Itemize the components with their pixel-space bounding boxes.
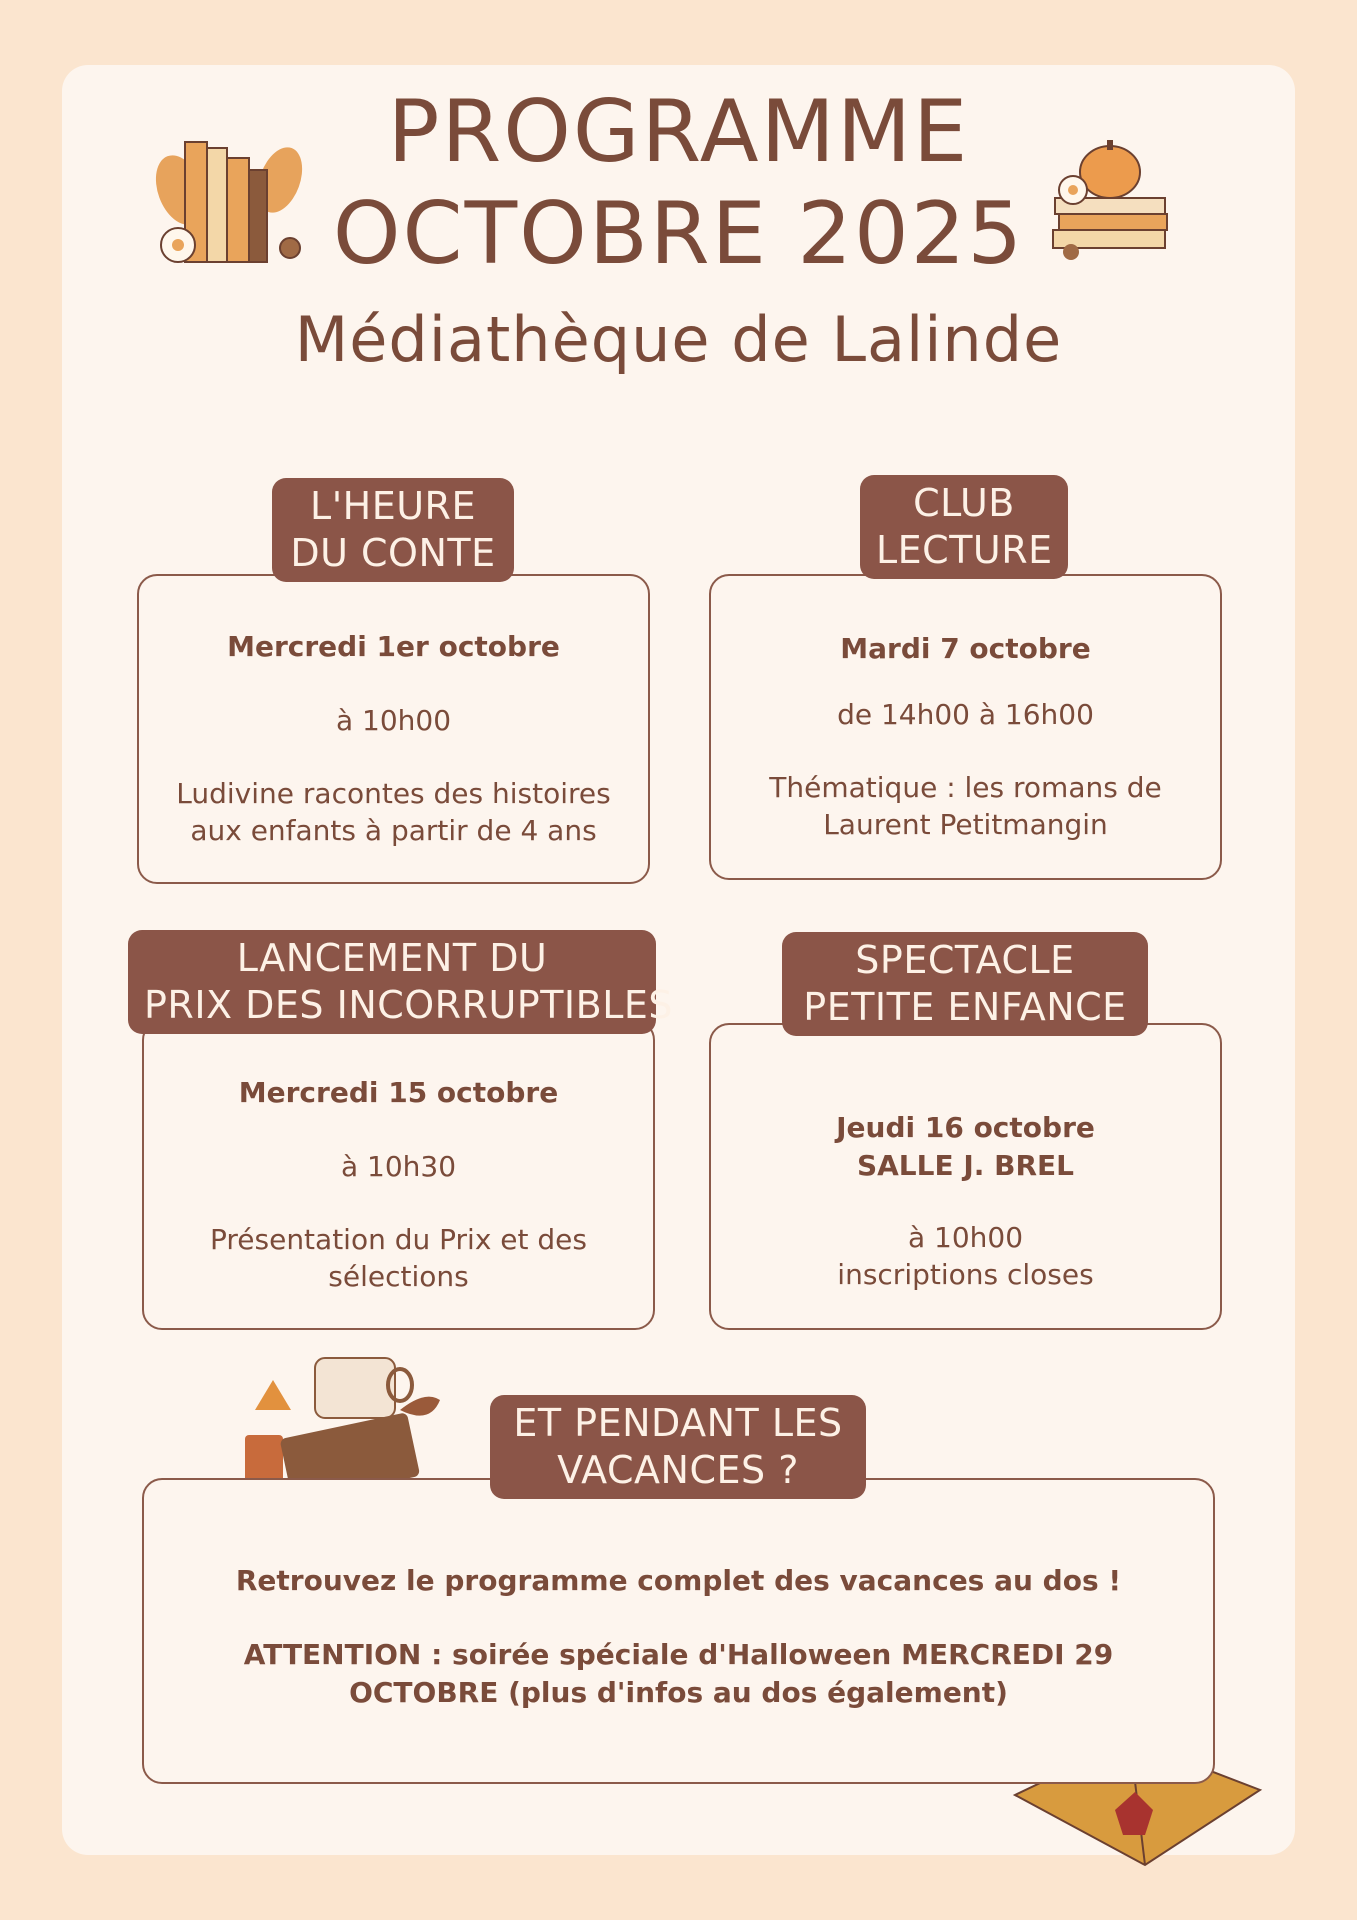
event-date: Jeudi 16 octobre: [836, 1111, 1095, 1144]
holidays-card: [142, 1478, 1215, 1784]
event-time: à 10h00: [907, 1221, 1024, 1254]
event-desc-line: Thématique : les romans de: [769, 771, 1162, 804]
event-card-prix-incorruptibles: [142, 1020, 655, 1330]
event-date: Mercredi 15 octobre: [238, 1076, 559, 1109]
tag-line: PRIX DES INCORRUPTIBLES: [144, 983, 674, 1027]
tag-line: CLUB: [913, 481, 1015, 525]
event-desc-line: Laurent Petitmangin: [823, 808, 1108, 841]
event-desc-line: sélections: [328, 1260, 469, 1293]
tag-line: DU CONTE: [290, 531, 496, 575]
tag-line: L'HEURE: [310, 484, 476, 528]
event-card-heure-du-conte: [137, 574, 650, 884]
title-programme: PROGRAMME: [387, 82, 970, 182]
event-time: à 10h00: [335, 704, 452, 737]
event-desc-line: aux enfants à partir de 4 ans: [190, 814, 597, 847]
subtitle-library: Médiathèque de Lalinde: [294, 303, 1063, 376]
holidays-attention-line: OCTOBRE (plus d'infos au dos également): [349, 1676, 1008, 1709]
holidays-tag: [490, 1395, 866, 1499]
tag-line: LECTURE: [876, 528, 1053, 572]
event-tag-spectacle: [782, 932, 1148, 1036]
tag-line: LANCEMENT DU: [236, 936, 548, 980]
event-date: Mercredi 1er octobre: [227, 630, 560, 663]
title-month: OCTOBRE 2025: [332, 184, 1025, 284]
tag-line: PETITE ENFANCE: [803, 985, 1127, 1029]
event-desc-line: inscriptions closes: [837, 1258, 1094, 1291]
tag-line: ET PENDANT LES: [513, 1401, 843, 1445]
event-card-spectacle: [709, 1023, 1222, 1330]
event-tag-club-lecture: [860, 475, 1068, 579]
event-desc-line: Ludivine racontes des histoires: [176, 777, 611, 810]
event-time: de 14h00 à 16h00: [837, 698, 1094, 731]
holidays-line: Retrouvez le programme complet des vacances au dos !: [235, 1564, 1122, 1597]
event-tag-prix-incorruptibles: [128, 930, 674, 1034]
event-place: SALLE J. BREL: [856, 1149, 1075, 1182]
tag-line: SPECTACLE: [855, 938, 1075, 982]
holidays-attention-line: ATTENTION : soirée spéciale d'Halloween MERCREDI 29: [243, 1638, 1114, 1671]
event-time: à 10h30: [340, 1150, 457, 1183]
event-desc-line: Présentation du Prix et des: [209, 1223, 587, 1256]
event-card-club-lecture: [709, 574, 1222, 880]
event-tag-heure-du-conte: [272, 478, 514, 582]
event-date: Mardi 7 octobre: [840, 632, 1091, 665]
tag-line: VACANCES ?: [557, 1448, 799, 1492]
